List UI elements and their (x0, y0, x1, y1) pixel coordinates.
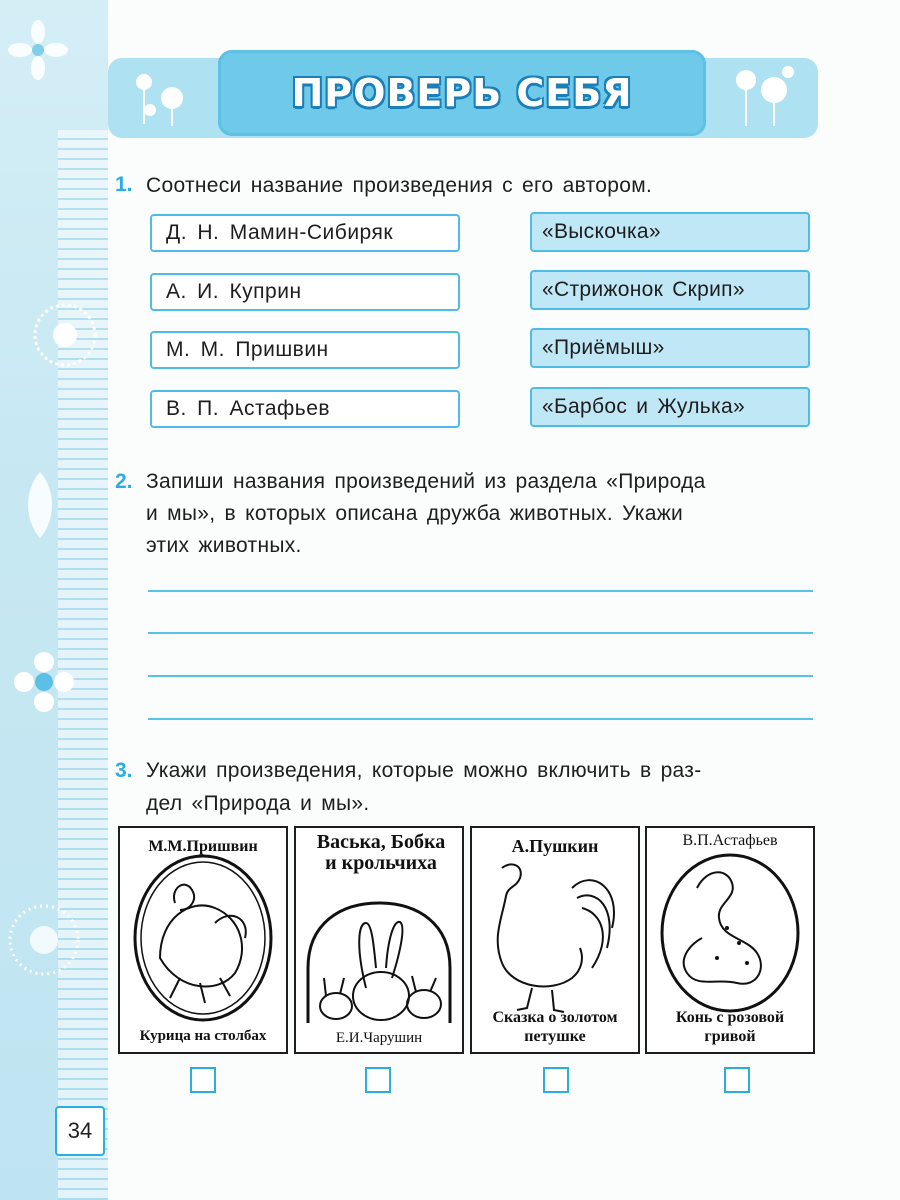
leaf-icon (20, 470, 60, 540)
decorative-side-strip (0, 0, 108, 1200)
rabbits-illustration-icon (296, 828, 462, 1052)
book-checkbox[interactable] (365, 1067, 391, 1093)
task-2-line: Запиши названия произведений из раздела «Природа (146, 470, 706, 493)
book-title: Конь с розовой гривой (675, 1009, 785, 1045)
book-cover-charushin (294, 826, 464, 1054)
book-author: Е.И.Чарушин (335, 1030, 423, 1046)
task-3-line: Укажи произведения, которые можно включить в раз- (146, 759, 702, 782)
answer-line[interactable] (148, 675, 813, 677)
book-title: Сказка о золотом петушке (492, 1009, 618, 1045)
task-2-number: 2. (115, 470, 133, 493)
answer-line[interactable] (148, 718, 813, 720)
hen-illustration-icon (120, 828, 286, 1052)
work-title-box[interactable]: «Барбос и Жулька» (530, 387, 810, 427)
flower-icon (726, 60, 806, 130)
flower-icon (8, 20, 68, 80)
answer-line[interactable] (148, 632, 813, 634)
book-author: М.М.Пришвин (148, 838, 258, 855)
book-checkbox[interactable] (543, 1067, 569, 1093)
task-1-text: Соотнеси название произведения с его автором. (146, 174, 653, 197)
page-number: 34 (55, 1106, 105, 1156)
book-checkbox[interactable] (190, 1067, 216, 1093)
task-1-number: 1. (115, 173, 133, 196)
flower-icon (30, 300, 100, 370)
task-3-number: 3. (115, 759, 133, 782)
book-cover-pushkin (470, 826, 640, 1054)
book-cover-astafiev (645, 826, 815, 1054)
flower-icon (122, 62, 198, 128)
book-author: В.П.Астафьев (682, 832, 778, 849)
answer-line[interactable] (148, 590, 813, 592)
book-title: Курица на столбах (139, 1028, 267, 1044)
page-title: ПРОВЕРЬ СЕБЯ (291, 71, 633, 115)
book-checkbox[interactable] (724, 1067, 750, 1093)
book-cover-prishvin (118, 826, 288, 1054)
author-box[interactable]: М. М. Пришвин (150, 331, 460, 369)
book-author: А.Пушкин (511, 836, 599, 856)
task-3-line: дел «Природа и мы». (146, 792, 370, 815)
book-title: Васька, Бобка и крольчиха (316, 831, 446, 874)
work-title-box[interactable]: «Выскочка» (530, 212, 810, 252)
work-title-box[interactable]: «Стрижонок Скрип» (530, 270, 810, 310)
author-box[interactable]: Д. Н. Мамин-Сибиряк (150, 214, 460, 252)
author-box[interactable]: В. П. Астафьев (150, 390, 460, 428)
flower-icon (4, 900, 84, 980)
task-2-line: и мы», в которых описана дружба животных. Укажи (146, 502, 684, 525)
work-title-box[interactable]: «Приёмыш» (530, 328, 810, 368)
flower-icon (12, 650, 76, 714)
task-2-line: этих животных. (146, 534, 302, 557)
author-box[interactable]: А. И. Куприн (150, 273, 460, 311)
